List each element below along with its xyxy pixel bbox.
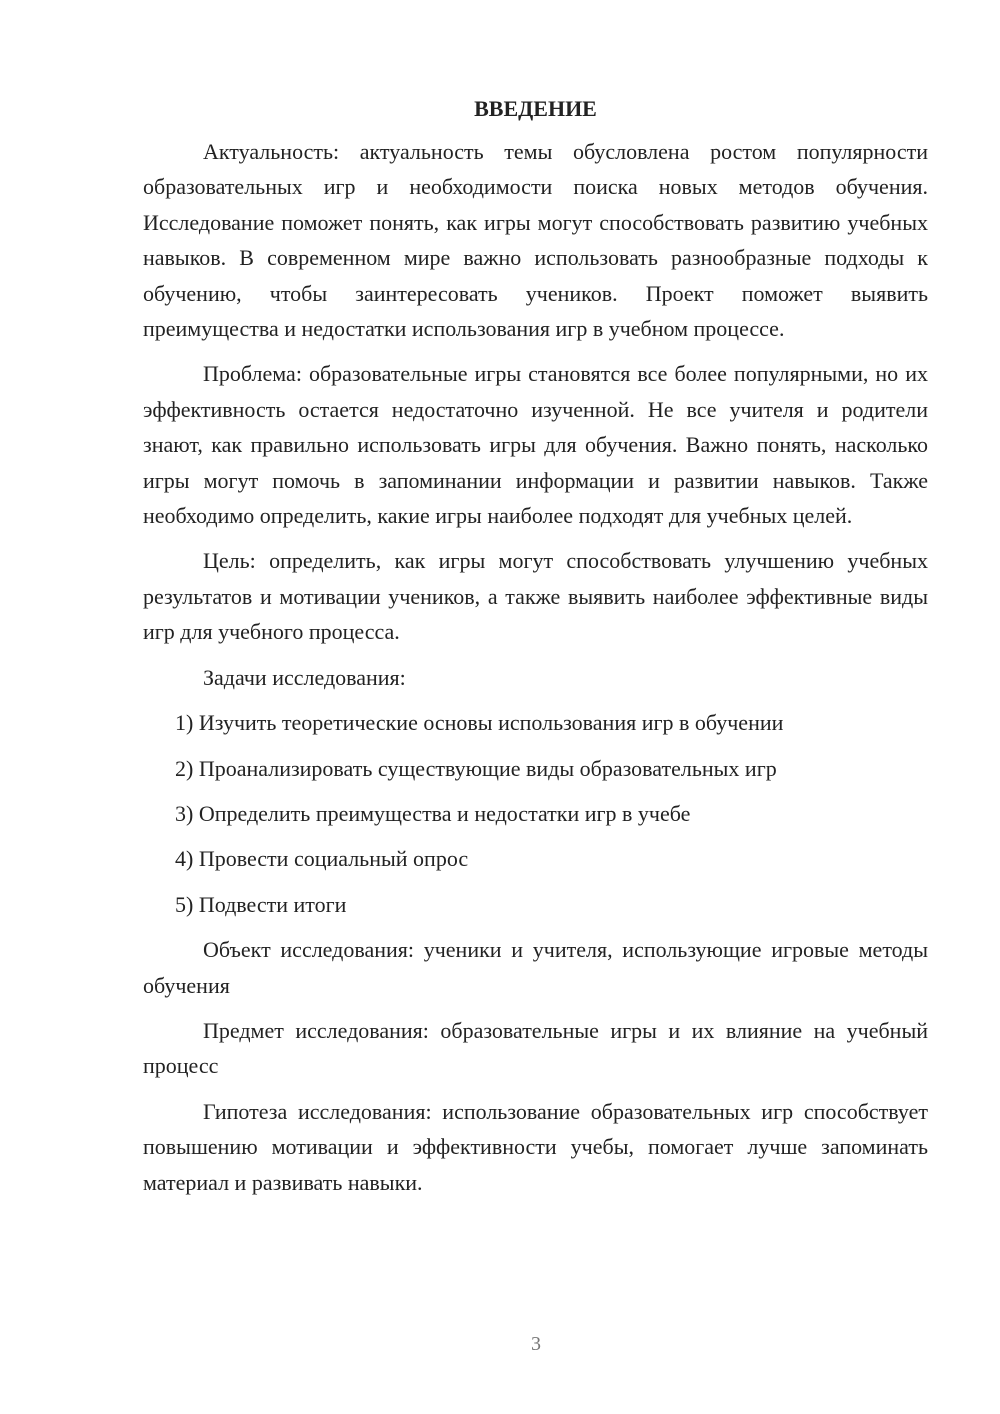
hypothesis-paragraph: Гипотеза исследования: использование образовательных игр способствует повышению мотивации и эффективности учебы, помогает лучше запоминать материал и развивать навыки. bbox=[143, 1098, 928, 1195]
section-heading: ВВЕДЕНИЕ bbox=[474, 96, 597, 121]
tasks-list bbox=[143, 705, 928, 922]
relevance-paragraph: Актуальность: актуальность темы обусловлена ростом популярности образовательных игр и необходимости поиска новых методов обучения. Исследование поможет понять, как игры могут способствовать развитию учебных навыков. В современном мире важно использовать разнообразные подходы к обучению, чтобы заинтересовать учеников. Проект поможет выявить преимущества и недостатки использования игр в учебном процессе. bbox=[143, 139, 928, 342]
subject-paragraph: Предмет исследования: образовательные игры и их влияние на учебный процесс bbox=[143, 1017, 928, 1079]
goal-paragraph: Цель: определить, как игры могут способствовать улучшению учебных результатов и мотивации учеников, а также выявить наиболее эффективные виды игр для учебного процесса. bbox=[143, 548, 928, 645]
list-item: 4) Провести социальный опрос bbox=[175, 846, 469, 872]
object-paragraph: Объект исследования: ученики и учителя, использующие игровые методы обучения bbox=[143, 937, 928, 998]
page-content bbox=[143, 94, 928, 1210]
problem-paragraph: Проблема: образовательные игры становятся все более популярными, но их эффективность остается недостаточно изученной. Не все учителя и родители знают, как правильно использовать игры для обучения. Важно понять, насколько игры могут помочь в запоминании информации и развитии навыков. Также необходимо определить, какие игры наиболее подходят для учебных целей. bbox=[143, 361, 928, 529]
list-item: 2) Проанализировать существующие виды образовательных игр bbox=[175, 755, 777, 781]
list-item: 1) Изучить теоретические основы использования игр в обучении bbox=[175, 710, 784, 736]
tasks-title: Задачи исследования: bbox=[203, 664, 406, 690]
list-item: 3) Определить преимущества и недостатки игр в учебе bbox=[175, 800, 691, 826]
page-number: 3 bbox=[531, 1333, 541, 1355]
list-item: 5) Подвести итоги bbox=[175, 891, 347, 917]
